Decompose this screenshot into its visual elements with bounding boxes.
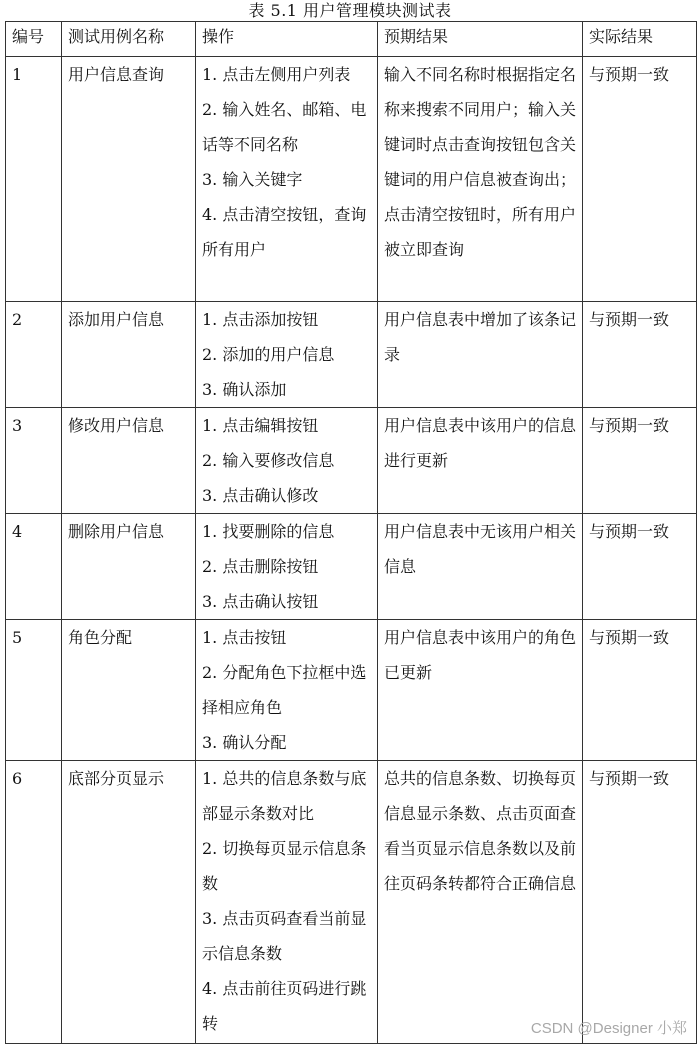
step-item: 2. 点击删除按钮 xyxy=(202,557,319,576)
cell-id: 4 xyxy=(6,514,62,620)
table-row xyxy=(6,302,697,408)
table-caption: 表 5.1 用户管理模块测试表 xyxy=(248,1,452,20)
cell-steps xyxy=(196,761,378,1044)
step-item: 1. 点击添加按钮 xyxy=(202,310,319,329)
table-header-row xyxy=(6,22,697,57)
table-row xyxy=(6,514,697,620)
step-item: 3. 输入关键字 xyxy=(202,170,303,189)
cell-expected: 用户信息表中该用户的信息进行更新 xyxy=(378,408,583,514)
cell-actual: 与预期一致 xyxy=(583,620,697,761)
step-item: 1. 点击左侧用户列表 xyxy=(202,65,351,84)
cell-name: 底部分页显示 xyxy=(62,761,196,1044)
test-case-table xyxy=(5,21,697,1044)
cell-actual: 与预期一致 xyxy=(583,57,697,302)
step-item: 3. 点击确认修改 xyxy=(202,486,319,505)
cell-id: 5 xyxy=(6,620,62,761)
cell-actual: 与预期一致 xyxy=(583,408,697,514)
column-header-expected: 预期结果 xyxy=(378,22,583,57)
cell-steps xyxy=(196,620,378,761)
cell-expected: 输入不同名称时根据指定名称来搜索不同用户；输入关键词时点击查询按钮包含关键词的用户信息被查询出；点击清空按钮时，所有用户被立即查询 xyxy=(378,57,583,302)
table-row xyxy=(6,408,697,514)
step-item: 3. 点击页码查看当前显示信息条数 xyxy=(202,909,367,963)
step-item: 2. 输入姓名、邮箱、电话等不同名称 xyxy=(202,100,367,154)
table-row xyxy=(6,761,697,1044)
table-row xyxy=(6,620,697,761)
watermark: CSDN @Designer 小郑 xyxy=(530,1020,687,1037)
cell-id: 6 xyxy=(6,761,62,1044)
cell-steps xyxy=(196,302,378,408)
step-item: 1. 总共的信息条数与底部显示条数对比 xyxy=(202,769,367,823)
table-row xyxy=(6,57,697,302)
step-item: 2. 添加的用户信息 xyxy=(202,345,335,364)
cell-id: 3 xyxy=(6,408,62,514)
cell-steps xyxy=(196,408,378,514)
cell-actual: 与预期一致 xyxy=(583,761,697,1044)
step-item: 2. 切换每页显示信息条数 xyxy=(202,839,367,893)
cell-steps xyxy=(196,514,378,620)
column-header-id: 编号 xyxy=(6,22,62,57)
step-item: 2. 分配角色下拉框中选择相应角色 xyxy=(202,663,367,717)
cell-actual: 与预期一致 xyxy=(583,514,697,620)
column-header-steps: 操作 xyxy=(196,22,378,57)
column-header-actual: 实际结果 xyxy=(583,22,697,57)
cell-id: 1 xyxy=(6,57,62,302)
cell-name: 修改用户信息 xyxy=(62,408,196,514)
column-header-name: 测试用例名称 xyxy=(62,22,196,57)
step-item: 3. 确认分配 xyxy=(202,733,287,752)
cell-expected: 用户信息表中无该用户相关信息 xyxy=(378,514,583,620)
cell-steps xyxy=(196,57,378,302)
step-item: 4. 点击前往页码进行跳转 xyxy=(202,979,367,1033)
cell-expected: 用户信息表中该用户的角色已更新 xyxy=(378,620,583,761)
cell-name: 用户信息查询 xyxy=(62,57,196,302)
cell-name: 角色分配 xyxy=(62,620,196,761)
step-item: 2. 输入要修改信息 xyxy=(202,451,335,470)
cell-actual: 与预期一致 xyxy=(583,302,697,408)
step-item: 4. 点击清空按钮，查询所有用户 xyxy=(202,205,367,259)
step-item: 3. 点击确认按钮 xyxy=(202,592,319,611)
cell-expected: 总共的信息条数、切换每页信息显示条数、点击页面查看当页显示信息条数以及前往页码条转都符合正确信息 xyxy=(378,761,583,1044)
step-item: 3. 确认添加 xyxy=(202,380,287,399)
cell-expected: 用户信息表中增加了该条记录 xyxy=(378,302,583,408)
cell-id: 2 xyxy=(6,302,62,408)
step-item: 1. 点击编辑按钮 xyxy=(202,416,319,435)
step-item: 1. 点击按钮 xyxy=(202,628,287,647)
cell-name: 删除用户信息 xyxy=(62,514,196,620)
cell-name: 添加用户信息 xyxy=(62,302,196,408)
step-item: 1. 找要删除的信息 xyxy=(202,522,335,541)
